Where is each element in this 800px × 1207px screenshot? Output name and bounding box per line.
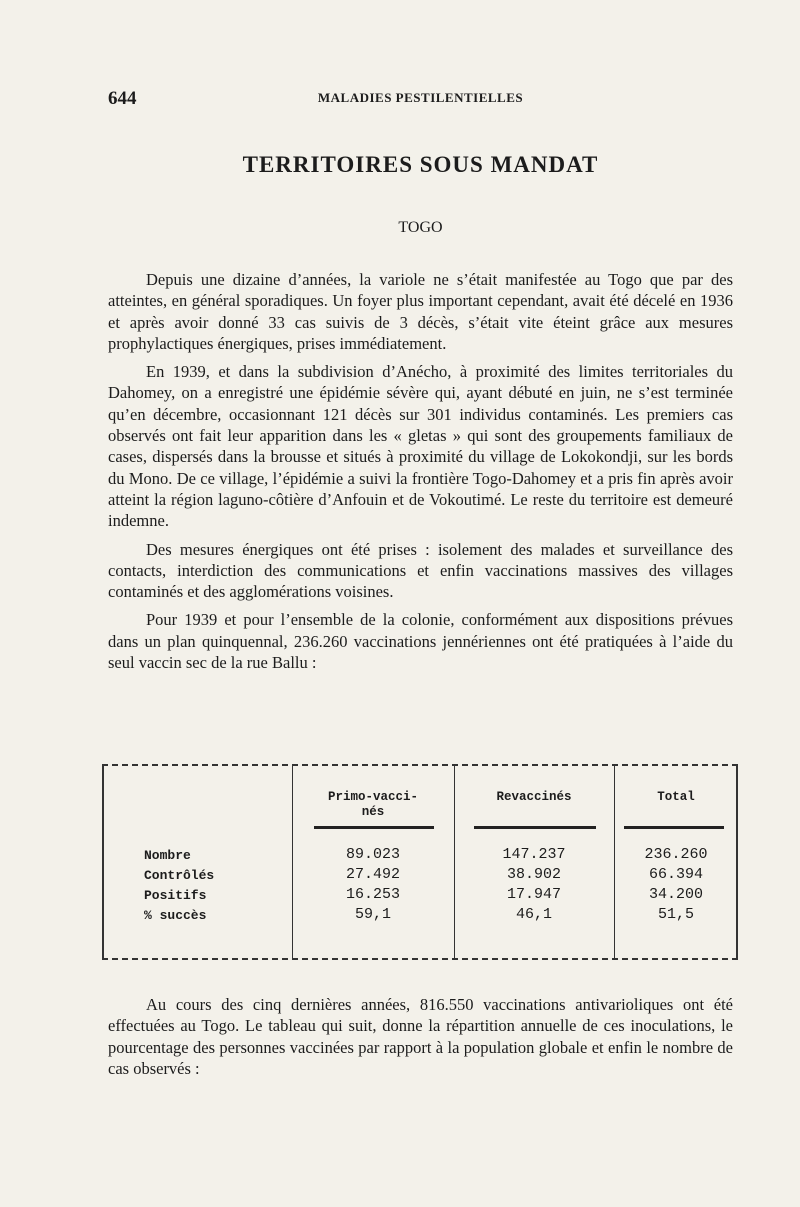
header-rule bbox=[474, 826, 596, 829]
column-header-total: Total bbox=[657, 790, 695, 804]
page-number: 644 bbox=[108, 88, 137, 109]
paragraph-5: Au cours des cinq dernières années, 816.550 vaccinations antivarioliques ont été effectuées au Togo. Le tableau qui suit, donne la répartition annuelle de ces inoculations, le pourcentage des personnes vaccinées par rapport à la population globale et enfin le nombre de cas observés : bbox=[108, 995, 733, 1078]
table-cell: 46,1 bbox=[515, 906, 552, 923]
row-label: Nombre bbox=[144, 848, 191, 863]
column-header-primo: Primo-vacci- nés bbox=[327, 790, 418, 819]
table-cell: 34.200 bbox=[648, 886, 703, 903]
section-subtitle: TOGO bbox=[398, 219, 443, 236]
paragraph-4: Pour 1939 et pour l’ensemble de la colonie, conformément aux dispositions prévues dans un plan quinquennal, 236.260 vaccinations jennériennes ont été pratiquées à l’aide du seul vaccin sec de la rue Ballu : bbox=[108, 610, 733, 673]
body-text bbox=[108, 269, 733, 680]
table-cell: 17.947 bbox=[506, 886, 561, 903]
row-label: Positifs bbox=[144, 888, 207, 903]
table-cell: 16.253 bbox=[345, 886, 400, 903]
running-head bbox=[108, 88, 733, 110]
table-cell: 147.237 bbox=[502, 846, 566, 863]
paragraph-1: Depuis une dizaine d’années, la variole ne s’était manifestée au Togo que par des atteintes, en général sporadiques. Un foyer plus important cependant, avait été décelé en 1936 et après avoir donné 33 cas suivis de 3 décès, s’était vite éteint grâce aux mesures prophylactiques énergiques, prises immédiatement. bbox=[108, 270, 733, 353]
table-cell: 51,5 bbox=[657, 906, 694, 923]
table-cell: 89.023 bbox=[345, 846, 400, 863]
paragraph-2: En 1939, et dans la subdivision d’Anécho, à proximité des limites territoriales du Dahomey, on a enregistré une épidémie sévère qui, ayant débuté en juin, ne s’est terminée qu’en décembre, occasionnant 121 décès sur 301 individus contaminés. Les premiers cas observés ont fait leur apparition dans les « gletas » qui sont des groupements familiaux de cases, dispersés dans la brousse et situés à proximité du village de Lokokondji, sur les bords du Mono. De ce village, l’épidémie a suivi la frontière Togo-Dahomey et a pris fin après avoir atteint la région laguno-côtière d’Anfouin et de Vokoutimé. Le reste du territoire est demeuré indemne. bbox=[108, 362, 733, 531]
vaccination-table bbox=[102, 764, 738, 960]
table-cell: 38.902 bbox=[506, 866, 561, 883]
table-cell: 236.260 bbox=[644, 846, 708, 863]
closing-text bbox=[108, 994, 733, 1086]
header-rule bbox=[624, 826, 724, 829]
column-header-revaccines: Revaccinés bbox=[496, 790, 572, 804]
paragraph-3: Des mesures énergiques ont été prises : isolement des malades et surveillance des contacts, interdiction des communications et enfin vaccinations massives des villages contaminés et des agglomérations voisines. bbox=[108, 539, 733, 602]
table-cell: 66.394 bbox=[648, 866, 703, 883]
header-rule bbox=[314, 826, 434, 829]
section-title: TERRITOIRES SOUS MANDAT bbox=[242, 152, 599, 177]
running-title: MALADIES PESTILENTIELLES bbox=[317, 90, 524, 105]
row-label: Contrôlés bbox=[144, 868, 215, 883]
table-cell: 27.492 bbox=[345, 866, 400, 883]
table-cell: 59,1 bbox=[354, 906, 391, 923]
row-label: % succès bbox=[144, 908, 207, 923]
